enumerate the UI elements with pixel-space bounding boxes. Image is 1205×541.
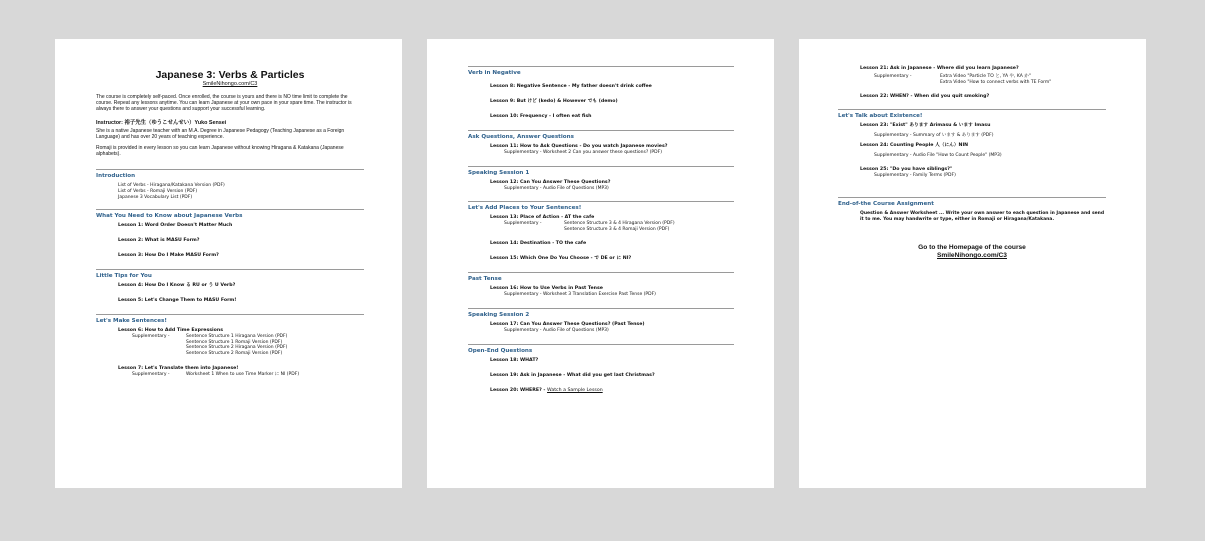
lesson-5[interactable]: Lesson 5: Let's Change Them to MASU Form! [118, 298, 237, 304]
section-heading-speaking-1: Speaking Session 1 [468, 166, 734, 176]
course-url-link[interactable]: SmileNihongo.com/C3 [202, 81, 258, 87]
supplementary-label: Supplementary - [874, 74, 912, 79]
lesson-4[interactable]: Lesson 4: How Do I Know る RU or う U Verb? [118, 283, 236, 289]
lesson-2[interactable]: Lesson 2: What is MASU Form? [118, 238, 200, 244]
lesson-17[interactable]: Lesson 17: Can You Answer These Questions? (Past Tense) [490, 321, 645, 327]
supplementary-item[interactable]: Sentence Structure 3 & 4 Hiragana Version (PDF) [564, 221, 675, 227]
instructor-line: Instructor: 裕子先生（ゆうこせんせい）Yuko Sensei [96, 119, 227, 126]
document-page-1 [55, 39, 402, 488]
assignment-text[interactable]: Question & Answer Worksheet ... Write your own answer to each question in Japanese and send it to me. You may handwrite or type, either in Romaji or Hiragana/Katakana. [860, 210, 1105, 222]
lesson-14[interactable]: Lesson 14: Destination - TO the cafe [490, 241, 587, 247]
section-heading-open-end: Open-End Questions [468, 344, 734, 354]
lesson-16[interactable]: Lesson 16: How to Use Verbs in Past Tense [490, 286, 603, 292]
section-heading-assignment: End-of-the Course Assignment [838, 197, 1106, 207]
lesson-11[interactable]: Lesson 11: How to Ask Questions - Do you watch Japanese movies? [490, 144, 668, 149]
lesson-24-supplementary[interactable]: Supplementary - Audio File "How to Count People" (MP3) [874, 152, 1002, 158]
document-page-2 [427, 39, 774, 488]
lesson-19[interactable]: Lesson 19: Ask in Japanese - What did you get last Christmas? [490, 372, 655, 378]
list-item[interactable]: List of Verbs - Romaji Version (PDF) [118, 189, 198, 195]
lesson-3[interactable]: Lesson 3: How Do I Make MASU Form? [118, 253, 219, 259]
lesson-23-supplementary[interactable]: Supplementary - Summary of います & あります (PDF) [874, 133, 994, 139]
supplementary-label: Supplementary - [132, 334, 170, 340]
lesson-6-supplementary [132, 334, 364, 356]
section-heading-negative: Verb in Negative [468, 66, 734, 76]
lesson-7[interactable]: Lesson 7: Let's Translate them into Japanese! [118, 365, 239, 371]
list-item[interactable]: List of Verbs - Hiragana/Katakana Version (PDF) [118, 183, 225, 189]
lesson-13-supplementary [504, 221, 734, 232]
section-heading-sentences: Let's Make Sentences! [96, 314, 364, 324]
section-heading-introduction: Introduction [96, 169, 364, 179]
homepage-line: Go to the Homepage of the course [918, 244, 1026, 252]
supplementary-label: Supplementary - [132, 371, 170, 377]
lesson-18[interactable]: Lesson 18: WHAT? [490, 357, 539, 363]
lesson-15[interactable]: Lesson 15: Which One Do You Choose - で DE or に NI? [490, 256, 632, 262]
sample-lesson-link[interactable]: Watch a Sample Lesson [547, 387, 603, 393]
document-page-3 [799, 39, 1146, 488]
lesson-21[interactable]: Lesson 21: Ask in Japanese - Where did you learn Japanese? [860, 66, 1019, 71]
lesson-9[interactable]: Lesson 9: But けど (kedo) & However でも (demo) [490, 99, 618, 104]
lesson-17-supplementary[interactable]: Supplementary - Audio File of Questions (MP3) [504, 327, 609, 333]
supplementary-item[interactable]: Worksheet 1 When to use Time Marker に NI (PDF) [186, 371, 300, 377]
lesson-10[interactable]: Lesson 10: Frequency - I often eat fish [490, 114, 592, 119]
lesson-25[interactable]: Lesson 25: "Do you have siblings?" [860, 167, 953, 173]
lesson-25-supplementary[interactable]: Supplementary - Family Terms (PDF) [874, 173, 956, 179]
supplementary-item[interactable]: Sentence Structure 3 & 4 Romaji Version (PDF) [564, 226, 670, 232]
lesson-11-supplementary[interactable]: Supplementary - Worksheet 2 Can you answer these questions? (PDF) [504, 150, 662, 155]
section-heading-places: Let's Add Places to Your Sentences! [468, 201, 734, 211]
lesson-20[interactable] [490, 388, 734, 394]
lesson-7-supplementary [132, 372, 364, 378]
lesson-22[interactable]: Lesson 22: WHEN? - When did you quit smoking? [860, 94, 990, 100]
supplementary-label: Supplementary - [504, 221, 542, 227]
supplementary-item[interactable]: Sentence Structure 1 Hiragana Version (PDF) [186, 334, 288, 340]
lesson-12-supplementary[interactable]: Supplementary - Audio File of Questions (MP3) [504, 185, 609, 191]
supplementary-item[interactable]: Sentence Structure 2 Romaji Version (PDF) [186, 350, 283, 356]
section-heading-existence: Let's Talk about Existence! [838, 109, 1106, 119]
homepage-url-link[interactable]: SmileNihongo.com/C3 [937, 252, 1007, 260]
homepage-callout [838, 244, 1106, 260]
intro-paragraph: The course is completely self-paced. Once enrolled, the course is yours and there is NO time limit to complete the course. Repeat any lessons anytime. You can learn Japanese at your own pace in your spare time. The instructor is always there to answer your questions and support your successful learning. [96, 94, 352, 113]
section-heading-questions: Ask Questions, Answer Questions [468, 130, 734, 140]
course-title: Japanese 3: Verbs & Particles [155, 69, 305, 81]
lesson-13[interactable]: Lesson 13: Place of Action - AT the cafe [490, 215, 595, 221]
section-heading-past-tense: Past Tense [468, 272, 734, 282]
lesson-20-label: Lesson 20: WHERE? - [490, 387, 548, 393]
lesson-12[interactable]: Lesson 12: Can You Answer These Questions? [490, 179, 611, 185]
lesson-24[interactable]: Lesson 24: Counting People 人（にん）NIN [860, 142, 969, 148]
lesson-21-supplementary [874, 74, 1106, 85]
instructor-bio: She is a native Japanese teacher with an M.A. Degree in Japanese Pedagogy (Teaching Japanese as a Foreign Language) and has over 20 years of teaching experience. [96, 127, 345, 140]
lesson-16-supplementary[interactable]: Supplementary - Worksheet 3 Translation Exercise Past Tense (PDF) [504, 292, 656, 298]
lesson-1[interactable]: Lesson 1: Word Order Doesn't Matter Much [118, 223, 233, 229]
supplementary-item[interactable]: Sentence Structure 2 Hiragana Version (PDF) [186, 345, 288, 351]
section-heading-speaking-2: Speaking Session 2 [468, 308, 734, 318]
section-heading-tips: Little Tips for You [96, 269, 364, 279]
romaji-note: Romaji is provided in every lesson so you can learn Japanese without knowing Hiragana & Katakana (Japanese alphabets). [96, 145, 344, 158]
supplementary-item[interactable]: Extra Video "How to connect verbs with TE Form" [940, 79, 1052, 85]
lesson-23[interactable]: Lesson 23: "Exist" あります Arimasu & います Imasu [860, 123, 991, 129]
list-item[interactable]: Japanese 3 Vocabulary List (PDF) [118, 194, 193, 200]
supplementary-item[interactable]: Extra Video "Particle TO と, YA や, KA か" [940, 74, 1031, 79]
section-heading-verbs: What You Need to Know about Japanese Verbs [96, 209, 364, 219]
supplementary-item[interactable]: Sentence Structure 1 Romaji Version (PDF) [186, 339, 283, 345]
lesson-8[interactable]: Lesson 8: Negative Sentence - My father doesn't drink coffee [490, 84, 652, 89]
lesson-6[interactable]: Lesson 6: How to Add Time Expressions [118, 328, 223, 334]
